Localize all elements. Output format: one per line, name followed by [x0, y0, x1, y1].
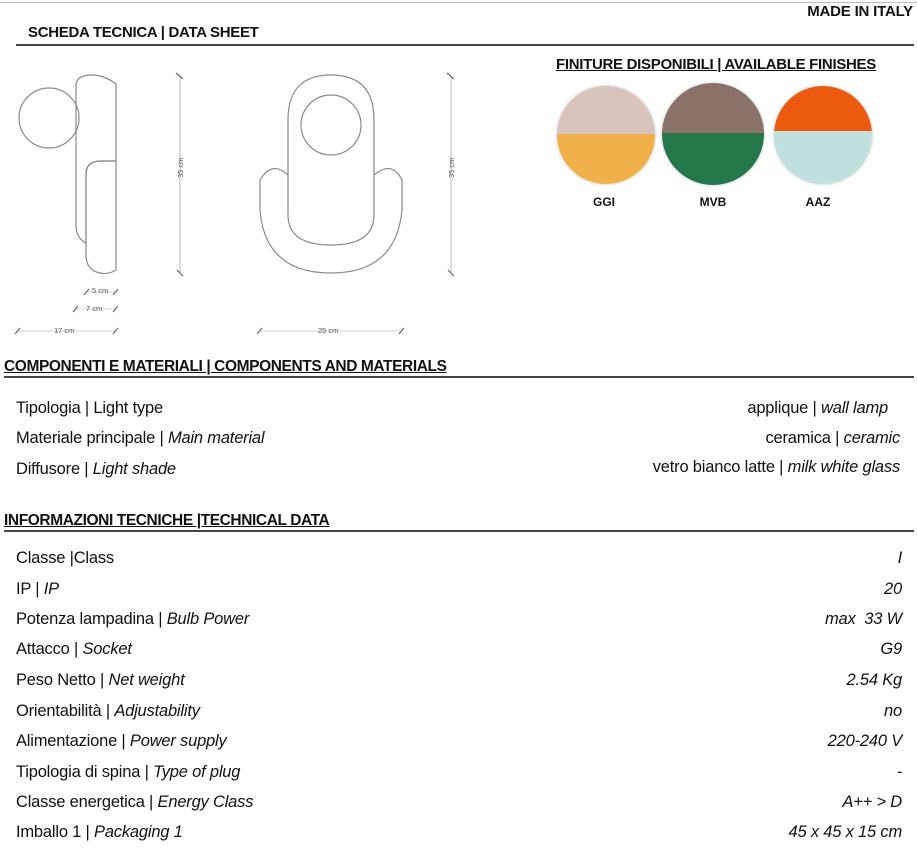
finish-swatch-aaz	[774, 86, 872, 184]
row-value: I	[897, 549, 902, 567]
finish-swatch-ggi	[557, 86, 655, 184]
swatch-bottom-color	[774, 131, 872, 184]
row-label: IP | IP	[16, 580, 59, 598]
finish-swatch-mvb	[662, 83, 764, 185]
top-border-line	[0, 2, 917, 3]
row-value: ceramica | ceramic	[765, 429, 900, 447]
swatch-bottom-color	[662, 133, 764, 185]
row-value: G9	[880, 640, 902, 658]
row-label: Tipologia di spina | Type of plug	[16, 763, 241, 781]
row-value: no	[884, 702, 902, 720]
row-label: Imballo 1 | Packaging 1	[16, 823, 183, 841]
row-value: 220-240 V	[827, 732, 902, 750]
finish-code-ggi: GGI	[592, 195, 615, 209]
row-label: Attacco | Socket	[16, 640, 132, 658]
tech-row-power-supply	[16, 732, 902, 758]
component-row-light-type	[16, 399, 902, 425]
row-value: vetro bianco latte | milk white glass	[652, 458, 900, 476]
row-label: Potenza lampadina | Bulb Power	[16, 610, 250, 628]
row-label: Classe |Class	[16, 549, 114, 567]
components-divider	[4, 376, 914, 378]
components-section-title: COMPONENTI E MATERIALI | COMPONENTS AND MATERIALS	[4, 358, 447, 375]
row-label: Materiale principale | Main material	[16, 429, 265, 447]
side-view-drawing	[19, 75, 116, 274]
row-label: Alimentazione | Power supply	[16, 732, 227, 750]
swatch-top-color	[557, 86, 655, 134]
technical-section-title: INFORMAZIONI TECNICHE |TECHNICAL DATA	[4, 512, 330, 529]
row-label: Classe energetica | Energy Class	[16, 793, 254, 811]
swatch-top-color	[662, 83, 764, 133]
row-label: Peso Netto | Net weight	[16, 671, 185, 689]
tech-row-socket	[16, 640, 902, 666]
row-value: 20	[884, 580, 902, 598]
tech-row-plug-type	[16, 763, 902, 789]
technical-divider	[4, 530, 914, 532]
row-value: A++ > D	[842, 793, 902, 811]
row-value: applique | wall lamp	[747, 399, 888, 417]
side-height-label: 35 cm	[176, 157, 185, 178]
front-height-label: 35 cm	[447, 157, 456, 178]
technical-drawing	[0, 60, 480, 350]
finish-code-mvb: MVB	[699, 195, 727, 209]
row-value: 45 x 45 x 15 cm	[788, 823, 902, 841]
title-divider	[16, 44, 914, 46]
dim-7cm-label: 7 cm	[86, 304, 103, 313]
tech-row-ip	[16, 580, 902, 606]
finish-code-aaz: AAZ	[805, 195, 831, 209]
tech-row-adjustability	[16, 702, 902, 728]
row-value: 2.54 Kg	[846, 671, 902, 689]
row-label: Diffusore | Light shade	[16, 460, 176, 478]
made-in-italy-label: MADE IN ITALY	[807, 3, 913, 20]
row-value: -	[896, 763, 902, 781]
component-row-main-material	[16, 429, 902, 455]
tech-row-energy-class	[16, 793, 902, 819]
row-label: Orientabilità | Adjustability	[16, 702, 200, 720]
tech-row-net-weight	[16, 671, 902, 697]
data-sheet-title: SCHEDA TECNICA | DATA SHEET	[28, 24, 259, 41]
dim-5cm-label: 5 cm	[92, 286, 109, 295]
dim-25cm-label: 25 cm	[318, 326, 339, 335]
tech-row-packaging	[16, 823, 902, 849]
finishes-title: FINITURE DISPONIBILI | AVAILABLE FINISHES	[556, 56, 876, 73]
row-label: Tipologia | Light type	[16, 399, 163, 417]
swatch-top-color	[774, 86, 872, 131]
front-view-drawing	[260, 75, 402, 273]
tech-row-class	[16, 549, 902, 575]
row-value: max 33 W	[824, 610, 902, 628]
tech-row-bulb-power	[16, 610, 902, 636]
component-row-light-shade	[16, 460, 902, 486]
swatch-bottom-color	[557, 134, 655, 184]
dim-17cm-label: 17 cm	[54, 326, 75, 335]
